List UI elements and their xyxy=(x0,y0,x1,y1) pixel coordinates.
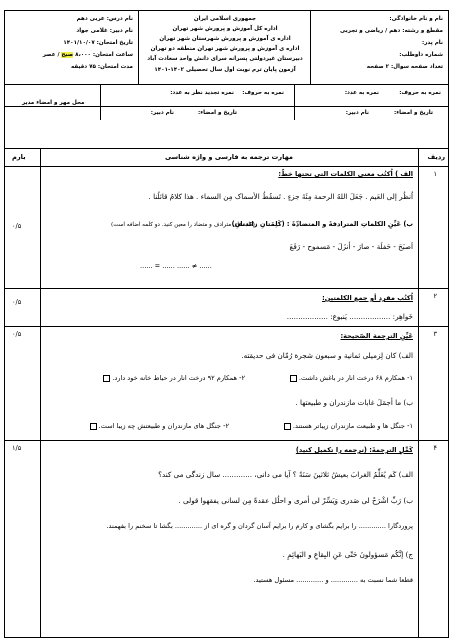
q3-b-option-1: ۱- جنگل ها و طبیعت مازندران زیباتر هستند. xyxy=(282,422,413,430)
q2-title: اُکتُب مفرد أو جمع الکلمتین: xyxy=(322,294,413,302)
q3-score: ۰/۵ xyxy=(12,330,22,338)
q2-bottom-line xyxy=(4,326,449,327)
header-district-office: اداره ی آموزش و پرورش شهر تهران منطقه دو تهران xyxy=(150,46,300,52)
header-bottom-line xyxy=(4,84,449,85)
q1-blanks: ...... = ...... ...... ≠ ...... xyxy=(140,262,212,270)
header-province-office: اداره کل آموزش و پرورش شهر تهران xyxy=(172,26,278,32)
q1-part-b-title: ب) عَیِّنِ الکلماتِ المترادفةَ و المتضادّةَ : (کَلِمَتانِ زائدتانِ) xyxy=(231,220,413,228)
col-score-header: بارم xyxy=(12,153,26,161)
seat-number-label: شماره داوطلب: xyxy=(399,52,443,58)
q2-number: ۲ xyxy=(433,292,437,300)
score-number-label: نمره به عدد: xyxy=(344,90,379,96)
student-name-label: نام و نام خانوادگی: xyxy=(389,16,443,22)
date-sign-field: تاریخ و امضاء: xyxy=(393,110,433,116)
revised-teacher-field: نام دبیر: xyxy=(150,110,174,116)
q2-words: خَواهِر: .................. یَنبوع: .................. xyxy=(286,312,413,321)
teacher-name-field: نام دبیر: xyxy=(345,110,369,116)
revised-words-label: نمره به حروف: xyxy=(242,90,284,96)
q3-a-option-2-checkbox[interactable] xyxy=(103,375,110,382)
grade-label: مقطع و رشته: دهم / ریاضی و تجربی xyxy=(339,28,443,34)
q4-translation-c: قطعا شما نسبت به ............. و ............. مسئول هستید. xyxy=(253,576,413,584)
revised-number-label: نمره تجدید نظر به عدد: xyxy=(170,90,234,96)
teacher-label: نام دبیر: غلامی جواد xyxy=(76,28,133,34)
q1-number: ۱ xyxy=(433,170,437,178)
q1-bottom-line xyxy=(4,288,449,289)
exam-duration-label: مدت امتحان: ۷۵ دقیقه xyxy=(70,64,133,70)
q3-sentence-b: ب) ما أجمَلَ غابات مازندران و طبیعتها . xyxy=(295,398,413,407)
grading-bottom-line xyxy=(4,106,449,107)
table-header-line xyxy=(4,166,449,167)
header-divider-right xyxy=(310,10,311,84)
q3-a-option-1: ۱- همکارم ۶۸ درخت انار در باغش داشت. xyxy=(288,374,413,382)
score-words-label: نمره به حروف: xyxy=(399,90,441,96)
q3-number: ۳ xyxy=(433,330,437,338)
revised-date-field: تاریخ و امضاء: xyxy=(197,110,237,116)
exam-time-label: ساعت امتحان: ۸،۰۰۰ صبح / عصر xyxy=(42,52,133,58)
q3-a-option-2: ۲- همکارم ۹۲ درخت انار در حیاط خانه خود دارد. xyxy=(101,374,245,382)
q2-score: ۰/۵ xyxy=(12,298,22,306)
q4-sentence-b: ب) رَبِّ اشْرَحْ لی صَدری وَیَسِّرْ لی أمری و احلُل عقدةً مِن لسانی یفقهوا قولی . xyxy=(178,496,413,505)
q1-sentences: اُنظُر إلی العَیم . جَعَلَ اللهُ الرحمة مِئَةَ جزءٍ . تَسقُطُ الأسماک مِن السماء . هذا کلامُ قائلُنا . xyxy=(148,192,413,201)
time-highlight: صبح xyxy=(61,52,74,58)
header-divider-left xyxy=(138,10,139,84)
header-city-office: اداره ی آموزش و پرورش شهرستان شهر تهران xyxy=(159,36,291,42)
q1-score: ۰/۵ xyxy=(12,222,22,230)
header-school: دبیرستان غیردولتی پسرانه سرای دانش واحد سعادت آباد xyxy=(147,56,303,62)
header-exam-title: آزمون پایان ترم نوبت اول سال تحصیلی ۱۴۰۲-۱۴۰۱ xyxy=(154,67,296,73)
q3-a-option-1-checkbox[interactable] xyxy=(290,375,297,382)
q3-b-option-2: ۲- جنگل های مازندران و طبیعتش چه زیبا است. xyxy=(88,422,229,430)
q1-part-b-note: (کلمه‌های مترادف و متضاد را معین کنید. دو کلمه اضافه است) xyxy=(111,222,255,228)
exam-header xyxy=(4,10,449,120)
exam-date-label: تاریخ امتحان: ۱۴۰۱/۱۰/۰۷ xyxy=(63,40,133,46)
q4-number: ۴ xyxy=(433,444,437,452)
col-row-header: ردیف xyxy=(427,153,445,161)
q3-title: عَیِّنِ الترجمة الصّحیحة: xyxy=(340,332,413,340)
q4-sentence-a: الف) کَم یُعَلِّمُ الغرابَ بعیشُ ثلاثینَ سَنَةً ؟ آیا می دانی، ............. سال زندگی می کند؟ xyxy=(158,470,413,479)
q3-sentence-a: الف) کان لِزمیلی ثمانیة و سبعون شجرة رُمّان فی حدیقته. xyxy=(241,351,413,360)
subject-label: نام درس: عربی دهم xyxy=(76,16,133,22)
table-top-line xyxy=(4,148,449,149)
stamp-label: محل مهر و امضاء مدیر xyxy=(22,100,85,106)
q3-bottom-line xyxy=(4,440,449,441)
q3-b-option-2-checkbox[interactable] xyxy=(90,423,97,430)
score-column-line xyxy=(40,148,41,638)
q4-title: کَمِّلِ الترجمةَ: (ترجمه را تکمیل کنید) xyxy=(295,446,413,454)
row-column-line xyxy=(418,148,419,638)
grading-divider-2 xyxy=(294,84,295,120)
father-name-label: نام پدر: xyxy=(421,40,443,46)
q4-translation-b: پروردگارا ............. را برایم بگشای و کارم را برایم آسان گردان و گره ای از ............. بگشا تا سخنم را بفهمند. xyxy=(106,522,413,530)
q1-title: الف ) اُکتُب معنی الکلمات التی تحتها خطّ: xyxy=(278,170,413,178)
section-title: مهارت ترجمه به فارسی و واژه شناسی xyxy=(164,153,294,161)
header-country: جمهوری اسلامی ایران xyxy=(193,16,257,22)
q3-b-option-1-checkbox[interactable] xyxy=(284,423,291,430)
grading-divider-1 xyxy=(100,84,101,120)
q1-word-list: اَصبَحَ - حَفلَة - صارَ - أنزَلَ - مَسموح - رَفَعَ xyxy=(289,242,413,251)
page-count-label: تعداد صفحه سوال: ۲ صفحه xyxy=(366,64,443,70)
q4-score: ۱/۵ xyxy=(12,444,22,452)
q4-sentence-c: ج) إنَّکُم مَسؤولونَ حَتّی عَنِ البِقاعِ و البَهائِمِ . xyxy=(282,550,413,559)
